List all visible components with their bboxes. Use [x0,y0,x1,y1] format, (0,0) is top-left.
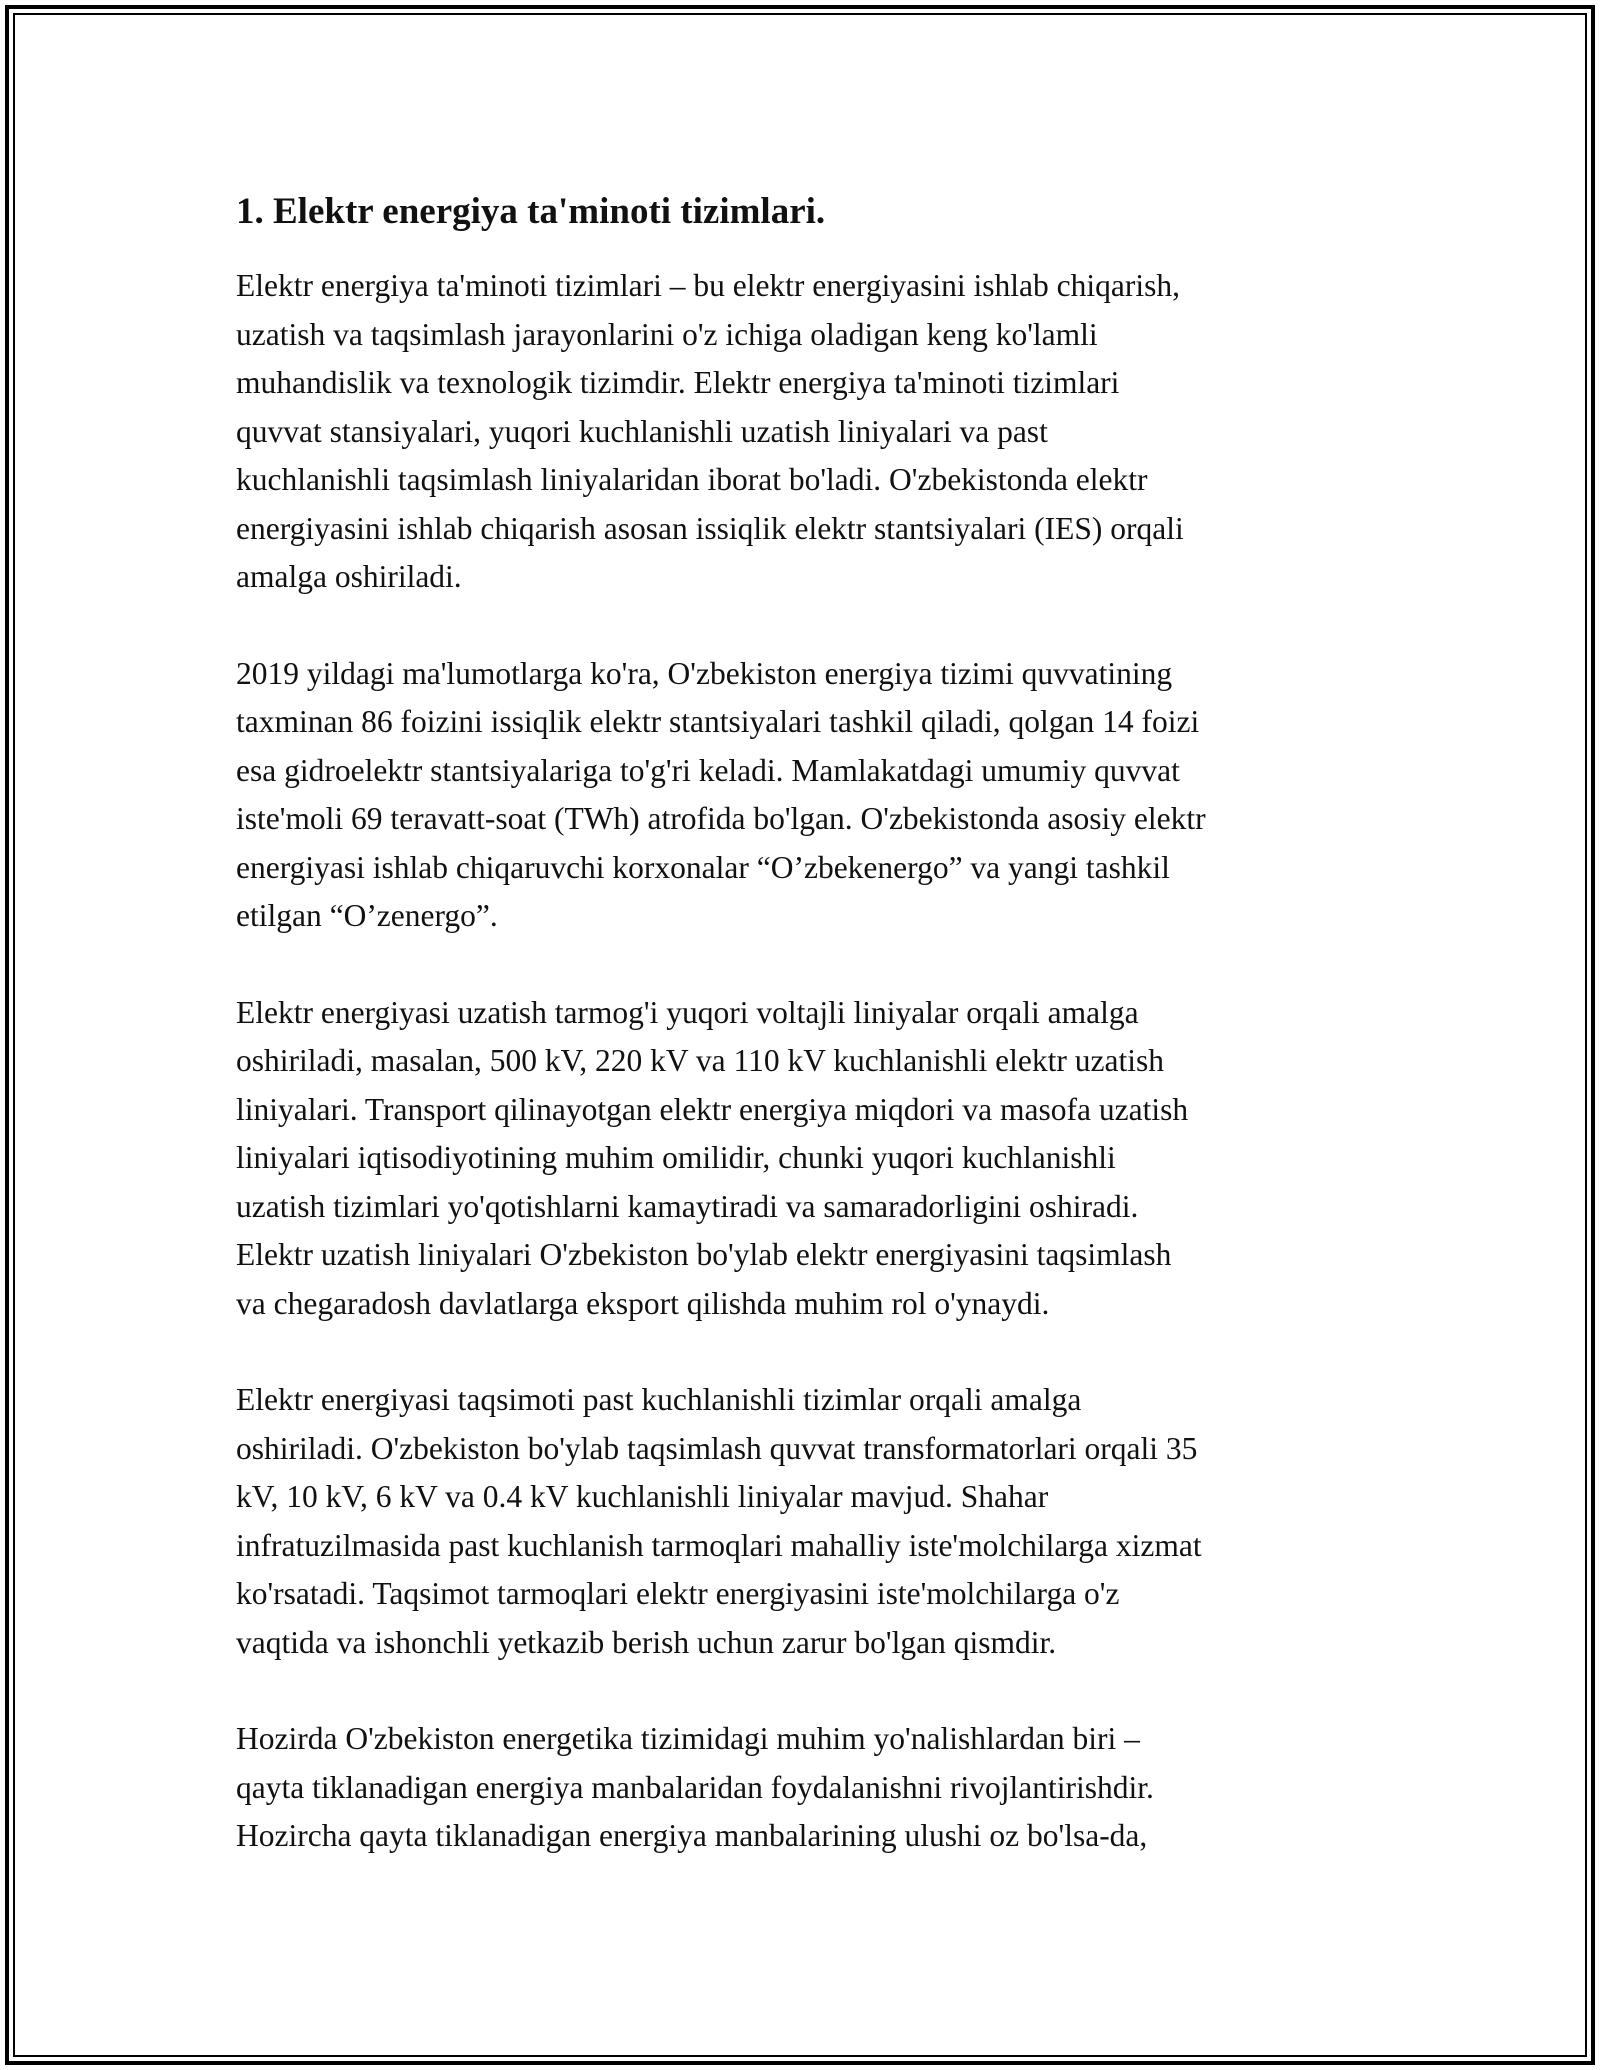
paragraph-line: amalga oshiriladi. [236,559,462,594]
paragraph-line: muhandislik va texnologik tizimdir. Elektr energiya ta'minoti tizimlari [236,365,1120,400]
paragraph-line: quvvat stansiyalari, yuqori kuchlanishli uzatish liniyalari va past [236,413,1048,449]
paragraph-line: liniyalari. Transport qilinayotgan elektr energiya miqdori va masofa uzatish [236,1091,1189,1127]
paragraph-line: uzatish tizimlari yo'qotishlarni kamaytiradi va samaradorligini oshiradi. [236,1188,1139,1224]
paragraph-line: qayta tiklanadigan energiya manbalaridan foydalanishni rivojlantirishdir. [236,1769,1154,1805]
paragraph-line: ko'rsatadi. Taqsimot tarmoqlari elektr energiyasini iste'molchilarga o'z [236,1576,1120,1611]
paragraph-2 [236,650,1376,941]
paragraph-line: kV, 10 kV, 6 kV va 0.4 kV kuchlanishli liniyalar mavjud. Shahar [236,1479,1049,1514]
paragraph-line: taxminan 86 foizini issiqlik elektr stantsiyalari tashkil qiladi, qolgan 14 foizi [236,704,1200,739]
paragraph-line: iste'moli 69 teravatt-soat (TWh) atrofida bo'lgan. O'zbekistonda asosiy elektr [236,801,1206,836]
paragraph-line: va chegaradosh davlatlarga eksport qilishda muhim rol o'ynaydi. [236,1285,1050,1321]
section-heading: 1. Elektr energiya ta'minoti tizimlari. [236,191,826,232]
paragraph-line: oshiriladi. O'zbekiston bo'ylab taqsimlash quvvat transformatorlari orqali 35 [236,1430,1198,1466]
paragraph-5 [236,1715,1376,1861]
paragraph-3 [236,989,1376,1329]
paragraph-line: esa gidroelektr stantsiyalariga to'g'ri keladi. Mamlakatdagi umumiy quvvat [236,752,1180,788]
paragraph-line: uzatish va taqsimlash jarayonlarini o'z ichiga oladigan keng ko'lamli [236,316,1098,352]
paragraph-line: infratuzilmasida past kuchlanish tarmoqlari mahalliy iste'molchilarga xizmat [236,1527,1202,1563]
paragraph-line: oshiriladi, masalan, 500 kV, 220 kV va 110 kV kuchlanishli elektr uzatish [236,1043,1164,1078]
paragraph-line: Elektr energiyasi uzatish tarmog'i yuqori voltajli liniyalar orqali amalga [236,994,1139,1030]
paragraph-line: etilgan “O’zenergo”. [236,898,498,933]
paragraph-line: kuchlanishli taqsimlash liniyalaridan iborat bo'ladi. O'zbekistonda elektr [236,462,1148,497]
paragraph-line: energiyasini ishlab chiqarish asosan issiqlik elektr stantsiyalari (IES) orqali [236,510,1184,546]
paragraph-line: vaqtida va ishonchli yetkazib berish uchun zarur bo'lgan qismdir. [236,1624,1057,1660]
paragraph-line: Hozirda O'zbekiston energetika tizimidagi muhim yo'nalishlardan biri – [236,1721,1140,1756]
paragraph-line: 2019 yildagi ma'lumotlarga ko'ra, O'zbekiston energiya tizimi quvvatining [236,655,1173,691]
paragraph-4 [236,1376,1376,1667]
paragraph-line: energiyasi ishlab chiqaruvchi korxonalar “O’zbekenergo” va yangi tashkil [236,849,1170,885]
paragraph-1 [236,262,1376,602]
document-body [236,188,1376,1909]
paragraph-line: liniyalari iqtisodiyotining muhim omilidir, chunki yuqori kuchlanishli [236,1140,1116,1175]
paragraph-line: Hozircha qayta tiklanadigan energiya manbalarining ulushi oz bo'lsa-da, [236,1818,1148,1853]
paragraph-line: Elektr energiya ta'minoti tizimlari – bu elektr energiyasini ishlab chiqarish, [236,268,1181,303]
paragraph-line: Elektr energiyasi taqsimoti past kuchlanishli tizimlar orqali amalga [236,1382,1082,1417]
paragraph-line: Elektr uzatish liniyalari O'zbekiston bo'ylab elektr energiyasini taqsimlash [236,1237,1172,1272]
